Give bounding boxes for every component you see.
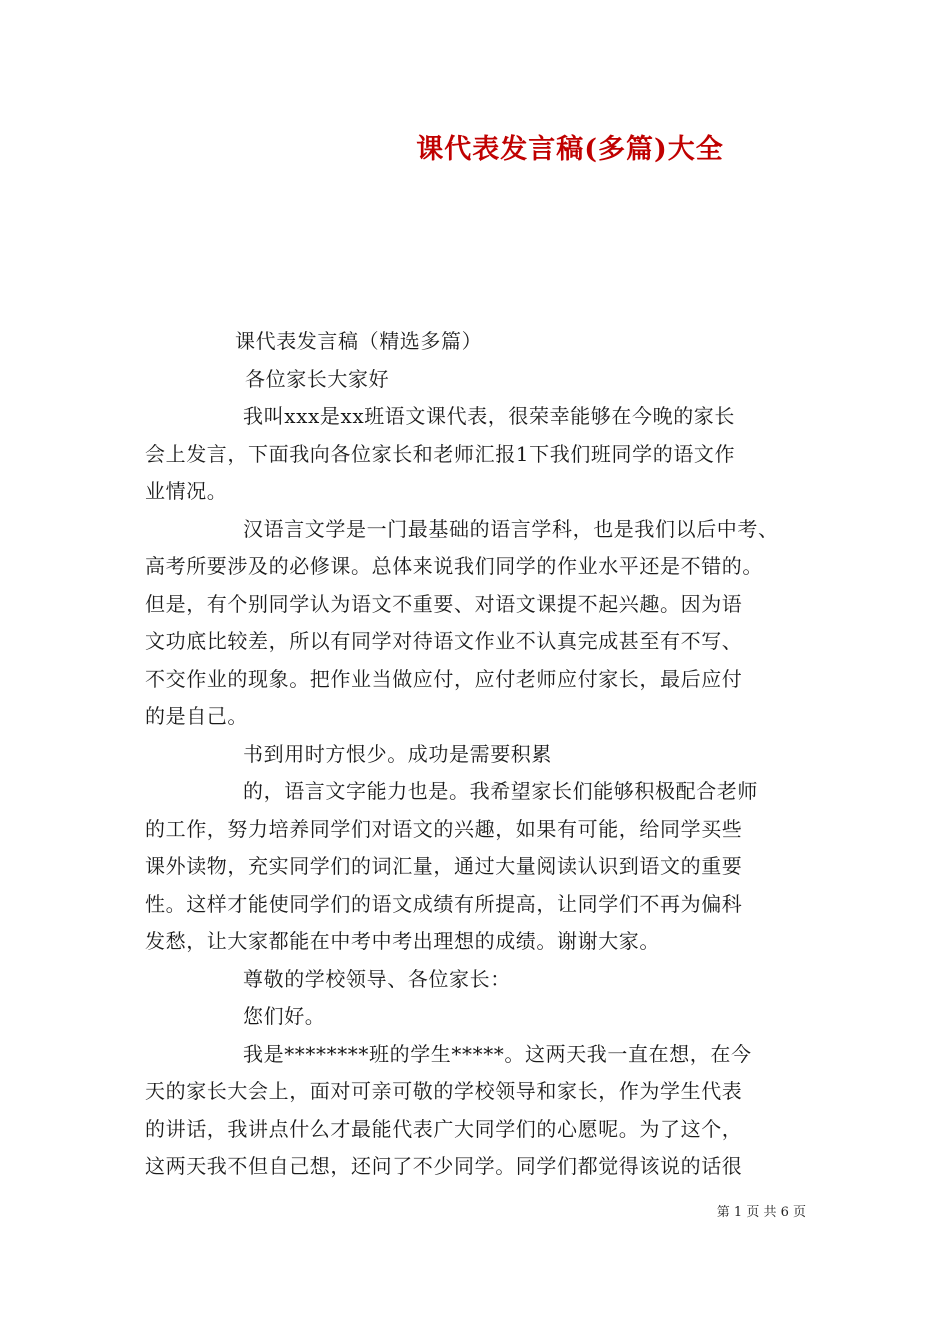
text-line: 高考所要涉及的必修课。总体来说我们同学的作业水平还是不错的。 [145, 554, 763, 578]
text-line: 的讲话，我讲点什么才最能代表广大同学们的心愿呢。为了这个， [145, 1116, 743, 1141]
text-line: 会上发言，下面我向各位家长和老师汇报1下我们班同学的语文作 [145, 441, 736, 466]
document-title: 课代表发言稿(多篇)大全 [416, 134, 724, 165]
text-line: 书到用时方恨少。成功是需要积累 [243, 741, 552, 766]
text-line: 的是自己。 [145, 704, 248, 728]
text-line: 但是，有个别同学认为语文不重要、对语文课提不起兴趣。因为语 [145, 591, 743, 616]
text-line: 的工作，努力培养同学们对语文的兴趣，如果有可能，给同学买些 [145, 816, 743, 841]
text-line: 的，语言文字能力也是。我希望家长们能够积极配合老师 [243, 779, 758, 803]
text-line: 尊敬的学校领导、各位家长： [243, 966, 511, 991]
text-line: 性。这样才能使同学们的语文成绩有所提高，让同学们不再为偏科 [145, 891, 743, 916]
text-line: 您们好。 [243, 1004, 326, 1028]
text-line: 发愁，让大家都能在中考中考出理想的成绩。谢谢大家。 [145, 929, 660, 953]
document-body [145, 323, 810, 1186]
text-line: 业情况。 [145, 479, 228, 503]
text-line: 各位家长大家好 [245, 366, 390, 391]
text-line: 这两天我不但自己想，还问了不少同学。同学们都觉得该说的话很 [145, 1154, 743, 1178]
text-line: 我是********班的学生*****。这两天我一直在想，在今 [243, 1041, 752, 1066]
text-line: 我叫xxx是xx班语文课代表，很荣幸能够在今晚的家长 [243, 404, 735, 428]
text-line: 文功底比较差，所以有同学对待语文作业不认真完成甚至有不写、 [145, 629, 743, 653]
text-line: 不交作业的现象。把作业当做应付，应付老师应付家长，最后应付 [145, 666, 743, 691]
text-line: 课外读物，充实同学们的词汇量，通过大量阅读认识到语文的重要 [145, 854, 743, 878]
text-line: 课代表发言稿（精选多篇） [235, 329, 483, 353]
page-number: 第 1 页 共 6 页 [716, 1205, 806, 1220]
text-line: 天的家长大会上，面对可亲可敬的学校领导和家长，作为学生代表 [145, 1079, 743, 1103]
text-line: 汉语言文学是一门最基础的语言学科，也是我们以后中考、 [243, 516, 779, 541]
